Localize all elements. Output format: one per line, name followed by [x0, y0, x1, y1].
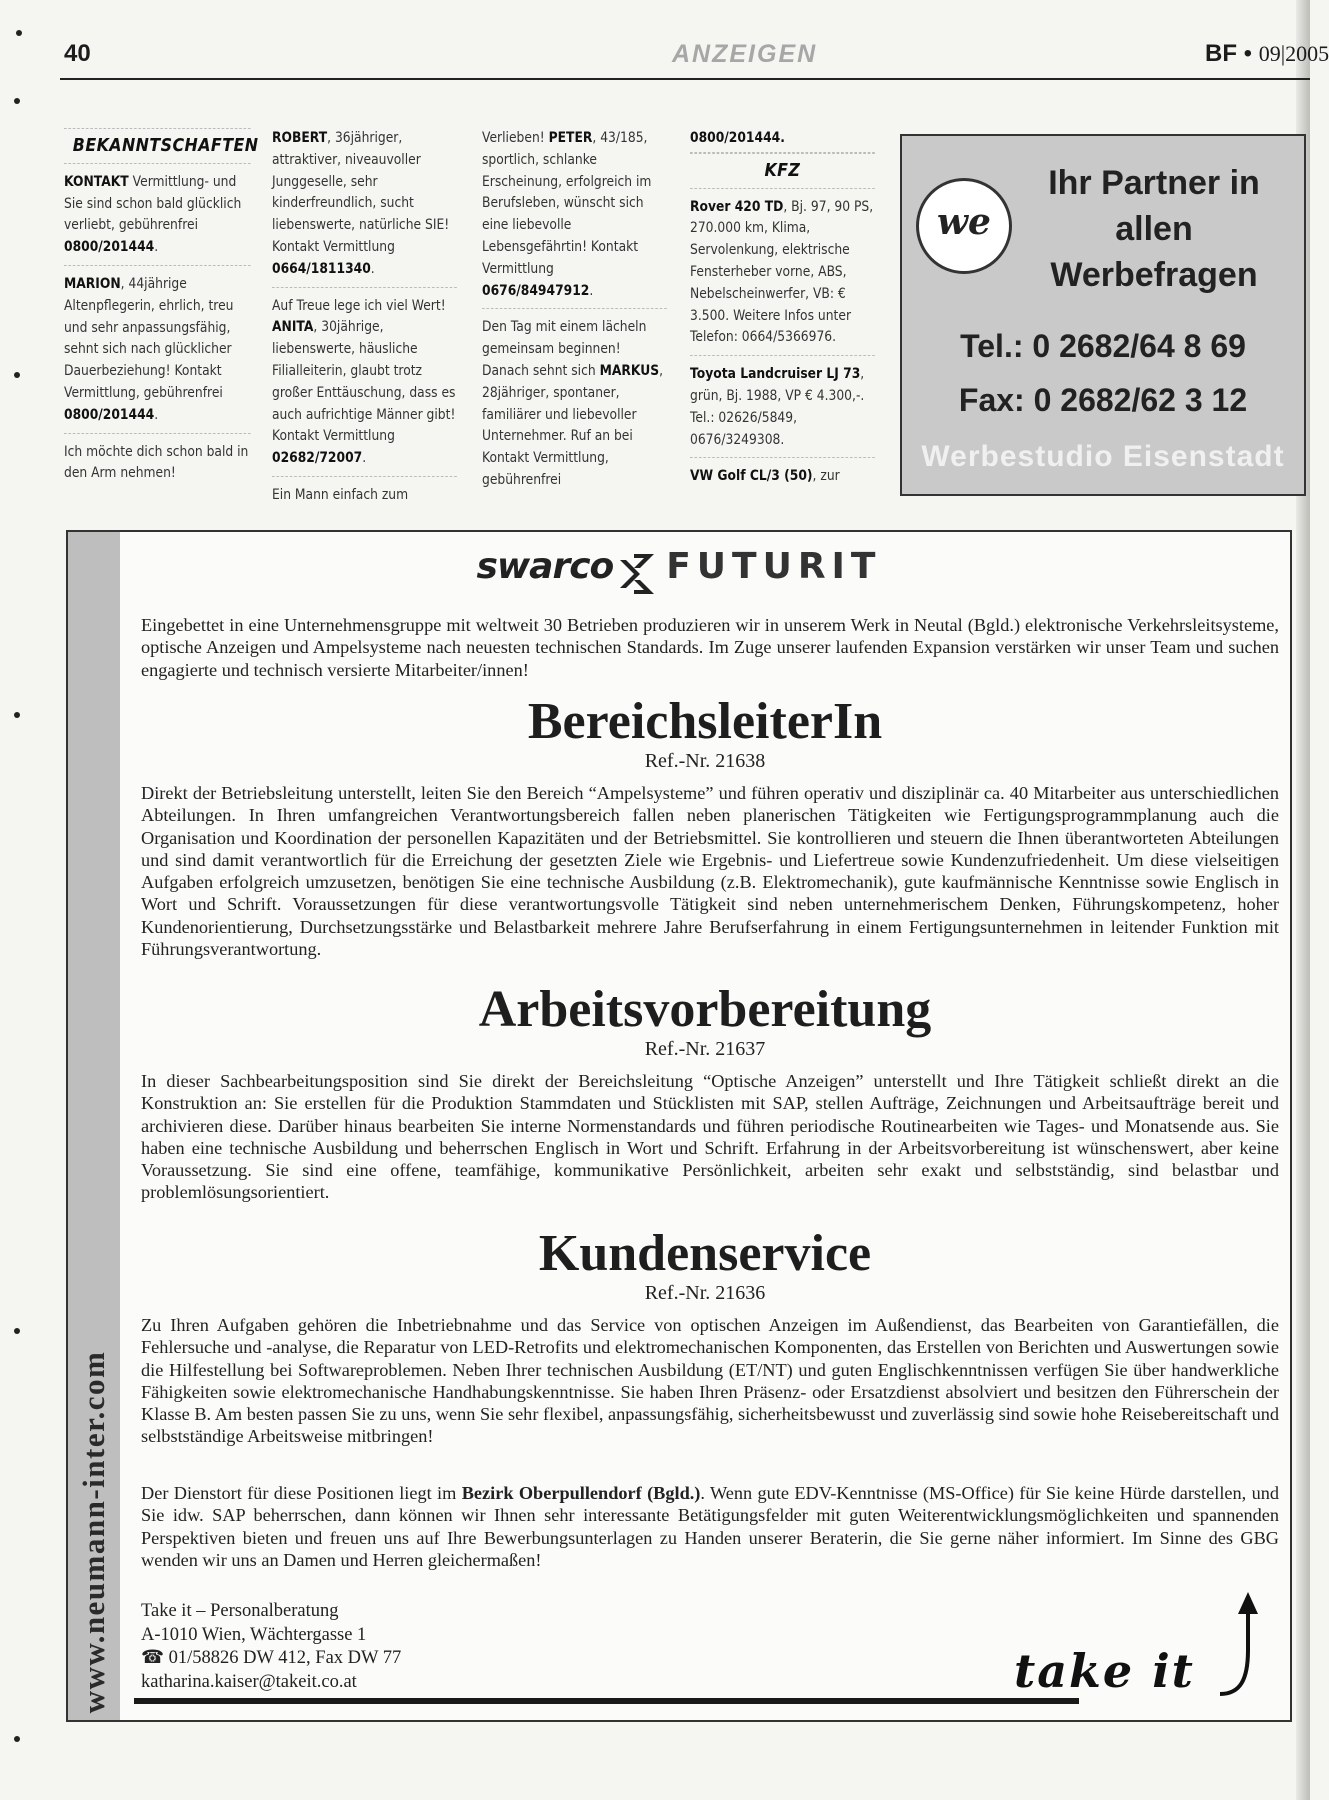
classified-ad [272, 124, 457, 288]
ad-text: Auf Treue lege ich viel Wert! [272, 297, 446, 314]
ad-keyword: ANITA [272, 319, 314, 336]
classified-ad [482, 313, 667, 497]
contact-block [141, 1600, 401, 1694]
binding-hole-mark [14, 1736, 20, 1742]
ad-text: Den Tag mit einem lächeln gemeinsam beginnen! Danach sehnt sich [482, 319, 647, 379]
job-advertisement [66, 530, 1292, 1722]
ad-phone: 02682/72007 [272, 450, 363, 467]
ad-text: , 44jährige Altenpflegerin, ehrlich, treu und sehr anpassungsfähig, sehnt sich nach glücklicher Dauerbeziehung! Kontakt Vermittlung, gebührenfrei [64, 275, 234, 401]
takeit-logo: take it [1014, 1644, 1195, 1698]
classified-ad [64, 168, 251, 266]
classified-ad [64, 438, 251, 492]
ad-keyword: MARION [64, 275, 121, 292]
ad-text: Ich möchte dich schon bald in den Arm nehmen! [64, 443, 249, 482]
ad-keyword: KONTAKT [64, 173, 129, 190]
ad-text: , 28jähriger, spontaner, familiärer und liebevoller Unternehmer. Ruf an bei Kontakt Vermittlung, gebührenfrei [482, 362, 664, 488]
contact-phone: 01/58826 DW 412, Fax DW 77 [168, 1648, 402, 1668]
ad-text: Verlieben! [482, 130, 549, 146]
binding-hole-mark [14, 372, 20, 378]
contact-email[interactable]: katharina.kaiser@takeit.co.at [141, 1671, 357, 1692]
ad-keyword: Toyota Landcruiser LJ 73 [690, 366, 861, 383]
ad-text: , zur [812, 468, 840, 485]
classified-ad [482, 124, 667, 309]
partner-telephone: Tel.: 0 2682/64 8 69 [960, 328, 1246, 364]
ad-phone: 0800/201444. [690, 130, 785, 146]
partner-studio-name: Werbestudio Eisenstadt [921, 440, 1285, 473]
ad-text: , 36jähriger, attraktiver, niveauvoller Junggeselle, sehr kinderfreundlich, sucht liebenswerte, natürliche SIE! Kontakt Vermittlung [272, 130, 450, 255]
ad-text: , Bj. 97, 90 PS, 270.000 km, Klima, Servolenkung, elektrische Fensterheber vorne, ABS, Nebelscheinwerfer, VB: € 3.500. Weitere Infos unter Telefon: 0664/5366976. [690, 198, 874, 346]
ad-keyword: PETER [548, 130, 593, 146]
ad-text: Vermittlung- und Sie sind schon bald glücklich verliebt, gebührenfrei [64, 173, 242, 234]
ad-keyword: VW Golf CL/3 (50) [690, 468, 813, 485]
contact-address: A-1010 Wien, Wächtergasse 1 [141, 1624, 367, 1645]
contact-company: Take it – Personalberatung [141, 1601, 339, 1621]
classified-ad [272, 292, 457, 477]
classified-ad [690, 360, 875, 458]
classified-column-4 [690, 124, 875, 498]
werbestudio-logo [916, 178, 1012, 274]
takeit-underline [134, 1698, 1079, 1704]
issue-separator: • [1243, 40, 1253, 67]
ad-phone: 0664/1811340 [272, 260, 371, 277]
partner-slogan: Ihr Partner in allen Werbefragen [1048, 164, 1260, 294]
sidebar-url: www.neumann-inter.com [76, 1350, 111, 1714]
closing-paragraph [141, 1482, 1279, 1571]
ad-text: , grün, Bj. 1988, VP € 4.300,-. Tel.: 02626/5849, 0676/3249308. [690, 366, 865, 448]
company-brand [68, 546, 1290, 594]
position-description: In dieser Sachbearbeitungsposition sind Sie direkt der Bereichsleitung “Optische Anzeigen” unterstellt und Ihre Tätigkeit schließt direkt an die Konstruktion an: Sie erstellen für die Produktion Stammdaten und Stücklisten mit SAP, stellen Aufträge, Zeichnungen und Arbeitsaufträge bereit und archivieren diese. Darüber hinaus bearbeiten Sie interne Normenstandards und führen periodische Routinearbeiten wie Tages- und Monatsende aus. Sie haben eine technische Ausbildung und beherrschen Englisch in Wort und Schrift. Erfahrung in der Arbeitsvorbereitung ist wünschenswert, aber keine Voraussetzung. Sie sind eine offene, teamfähige, kommunikative Persönlichkeit, arbeiten sehr exakt und selbstständig, sind belastbar und problemlösungsorientiert. [141, 1071, 1279, 1203]
ad-text: . [154, 406, 159, 423]
position-reference: Ref.-Nr. 21636 [644, 1282, 766, 1304]
position-reference: Ref.-Nr. 21638 [644, 750, 766, 772]
ad-text: , 30jährige, liebenswerte, häusliche Filialleiterin, glaubt trotz großer Enttäuschung, dass es auch aufrichtige Männer gibt! Kontakt Vermittlung [272, 319, 456, 445]
logo-text: we [937, 201, 991, 243]
ad-sidebar [68, 532, 120, 1720]
position-title: Kundenservice [538, 1225, 872, 1282]
partner-advertisement [900, 134, 1306, 496]
work-location: Bezirk Oberpullendorf (Bgld.) [461, 1483, 701, 1503]
binding-hole-mark [16, 30, 22, 36]
category-heading: KFZ [690, 153, 875, 189]
ad-text: . [362, 450, 367, 467]
closing-text: . Wenn gute EDV-Kenntnisse (MS-Office) für Sie keine Hürde darstellen, und Sie idw. SAP beherrschen, dann können wir Ihnen sehr interessante Betätigungsfelder mit guten Weiterentwicklungsmöglichkeiten und spannenden Perspektiven bieten und freuen uns auf Ihre Bewerbungsunterlagen zu Handen unserer Beraterin, die Sie gerne näher informiert. Im Sinne des GBG wenden wir uns an Damen und Herren gleichermaßen! [141, 1483, 1279, 1570]
classified-ad [272, 481, 457, 513]
classified-ad [64, 270, 251, 434]
classified-column-1 [64, 128, 259, 495]
position-description: Direkt der Betriebsleitung unterstellt, leiten Sie den Bereich “Ampelsysteme” und führen operativ und disziplinär ca. 40 Mitarbeiter aus unterschiedlichen Abteilungen. In Ihren umfangreichen Verantwortungsbereich fallen neben planerischen Tätigkeiten wie Fertigungsprogrammplanung auch die Organisation und Koordination der personellen Kapazitäten und der Betriebsmittel. Sie kontrollieren und steuern die Ihnen überantworteten Abteilungen und sind damit verantwortlich für die Erreichung der gesetzten Ziele wie Ergebnis- und Liefertreue sowie Kundenzufriedenheit. Um diese vielseitigen Aufgaben erfolgreich umzusetzen, benötigen Sie eine technische Ausbildung (z.B. Elektromechanik), gute kaufmännische Kenntnisse sowie Englisch in Wort und Schrift. Voraussetzungen für diese verantwortungsvolle Tätigkeit sind neben unternehmerischem Denken, Führungskompetenz, hoher Kundenorientierung, Durchsetzungsstärke und Belastbarkeit mehrere Jahre Berufserfahrung in einem Fertigungsunternehmen in leitender Funktion mit Führungsverantwortung. [141, 783, 1279, 960]
category-heading: BEKANNTSCHAFTEN [64, 128, 251, 164]
classified-column-3 [482, 124, 667, 502]
brand-swarco: swarco [476, 546, 614, 587]
section-title: ANZEIGEN [672, 40, 818, 68]
ad-text: , 43/185, sportlich, schlanke Erscheinung, erfolgreich im Berufsleben, wünscht sich eine liebevolle Lebensgefährtin! Kontakt Vermittlung [482, 130, 652, 277]
ad-keyword: MARKUS [599, 362, 660, 379]
position-title: Arbeitsvorbereitung [478, 981, 932, 1038]
page-header [60, 38, 1329, 80]
ad-keyword: ROBERT [272, 130, 328, 146]
issue-date: 09|2005 [1258, 41, 1329, 66]
closing-text: Der Dienstort für diese Positionen liegt im [141, 1483, 462, 1503]
position-title: BereichsleiterIn [527, 693, 883, 750]
brand-futurit: FUTURIT [666, 546, 882, 587]
ad-phone: 0800/201444 [64, 406, 155, 423]
position-description: Zu Ihren Aufgaben gehören die Inbetriebnahme und das Service von optischen Anzeigen im Außendienst, das Bearbeiten von Garantiefällen, die Fehlersuche und -analyse, die Reparatur von LED-Retrofits und elektromechanischen Komponenten, das Erstellen von Berichten und Auswertungen sowie die Hilfestellung bei Softwareproblemen. Neben Ihrer technischen Ausbildung (ET/NT) und guten Englischkenntnissen verfügen Sie über handwerkliche Fähigkeiten sowie elektromechanische Handhabungskenntnisse. Sie haben Ihren Präsenz- oder Ersatzdienst absolviert und besitzen den Führerschein der Klasse B. Am besten passen Sie zu uns, wenn Sie sehr flexibel, anpassungsfähig, sicherheitsbewusst und zuverlässig sind sowie hohe Reisebereitschaft und selbstständige Arbeitsweise mitbringen! [141, 1315, 1279, 1447]
ad-text: . [589, 282, 594, 299]
binding-hole-mark [14, 712, 20, 718]
classified-ad [690, 462, 875, 494]
ad-phone: 0800/201444 [64, 239, 155, 256]
binding-hole-mark [14, 98, 20, 104]
phone-icon: ☎ [141, 1648, 165, 1668]
ad-text: Ein Mann einfach zum [272, 486, 409, 503]
page-number: 40 [64, 40, 91, 67]
classified-ad [690, 193, 875, 357]
binding-hole-mark [14, 1328, 20, 1334]
brand-chevron-icon [620, 554, 654, 594]
intro-paragraph: Eingebettet in eine Unternehmensgruppe mit weltweit 30 Betrieben produzieren wir in unserem Werk in Neutal (Bgld.) elektronische Verkehrsleitsysteme, optische Anzeigen und Ampelsysteme nach neuesten technischen Standards. Im Zuge unserer laufenden Expansion verstärken wir unser Team und suchen engagierte und technisch versierte Mitarbeiter/innen! [141, 615, 1279, 680]
takeit-arrow-icon [1218, 1590, 1268, 1700]
partner-fax: Fax: 0 2682/62 3 12 [958, 382, 1248, 418]
classified-ad-continued [690, 124, 875, 153]
publication-name: BF [1205, 40, 1237, 67]
classified-column-2 [272, 124, 457, 517]
position-reference: Ref.-Nr. 21637 [644, 1038, 766, 1060]
ad-keyword: Rover 420 TD [690, 198, 784, 215]
issue-info [1205, 40, 1329, 68]
ad-phone: 0676/84947912 [482, 282, 590, 299]
ad-text: . [154, 239, 159, 256]
contact-phone-line [141, 1647, 401, 1671]
ad-text: . [370, 260, 375, 277]
